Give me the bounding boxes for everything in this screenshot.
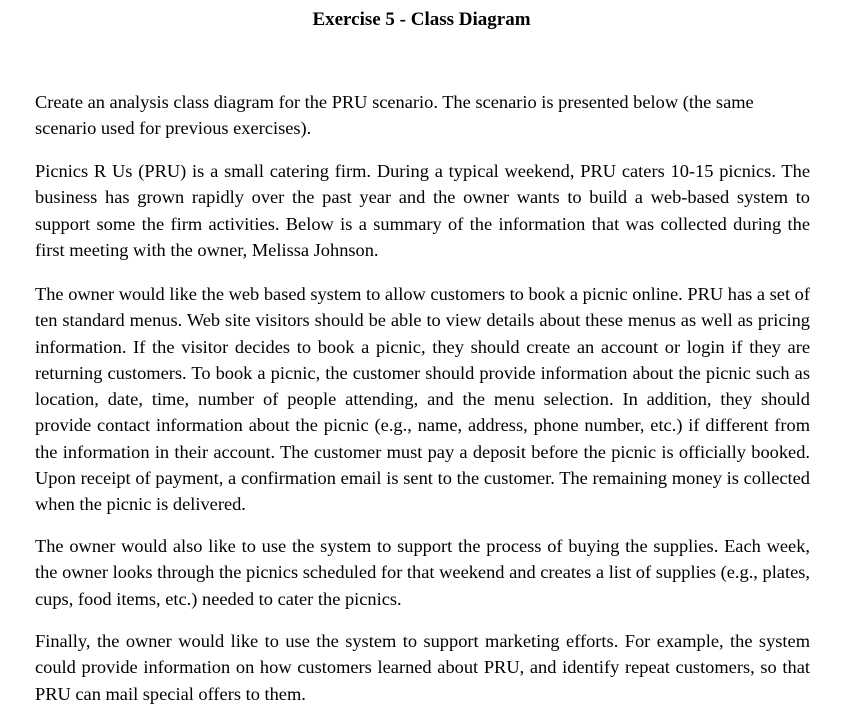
paragraph-marketing: Finally, the owner would like to use the system to support marketing efforts. For example, the system could provide information on how customers learned about PRU, and identify repeat customers, so that PRU can mail special offers to them. <box>35 631 810 704</box>
paragraph-intro: Create an analysis class diagram for the PRU scenario. The scenario is presented below (the same scenario used for previous exercises). <box>35 92 754 139</box>
paragraph-supplies: The owner would also like to use the system to support the process of buying the supplies. Each week, the owner looks through the picnics scheduled for that weekend and creates a list of supplies (e.g., plates, cups, food items, etc.) needed to cater the picnics. <box>35 536 810 609</box>
document-title: Exercise 5 - Class Diagram <box>312 9 531 30</box>
paragraph-background: Picnics R Us (PRU) is a small catering firm. During a typical weekend, PRU caters 10-15 picnics. The business has grown rapidly over the past year and the owner wants to build a web-based system to support some the firm activities. Below is a summary of the information that was collected during the first meeting with the owner, Melissa Johnson. <box>35 161 810 260</box>
paragraph-requirements: The owner would like the web based system to allow customers to book a picnic online. PRU has a set of ten standard menus. Web site visitors should be able to view details about these menus as well as pricing information. If the visitor decides to book a picnic, they should create an account or login if they are returning customers. To book a picnic, the customer should provide information about the picnic such as location, date, time, number of people attending, and the menu selection. In addition, they should provide contact information about the picnic (e.g., name, address, phone number, etc.) if different from the information in their account. The customer must pay a deposit before the picnic is officially booked. Upon receipt of payment, a confirmation email is sent to the customer. The remaining money is collected when the picnic is delivered. <box>35 284 810 515</box>
